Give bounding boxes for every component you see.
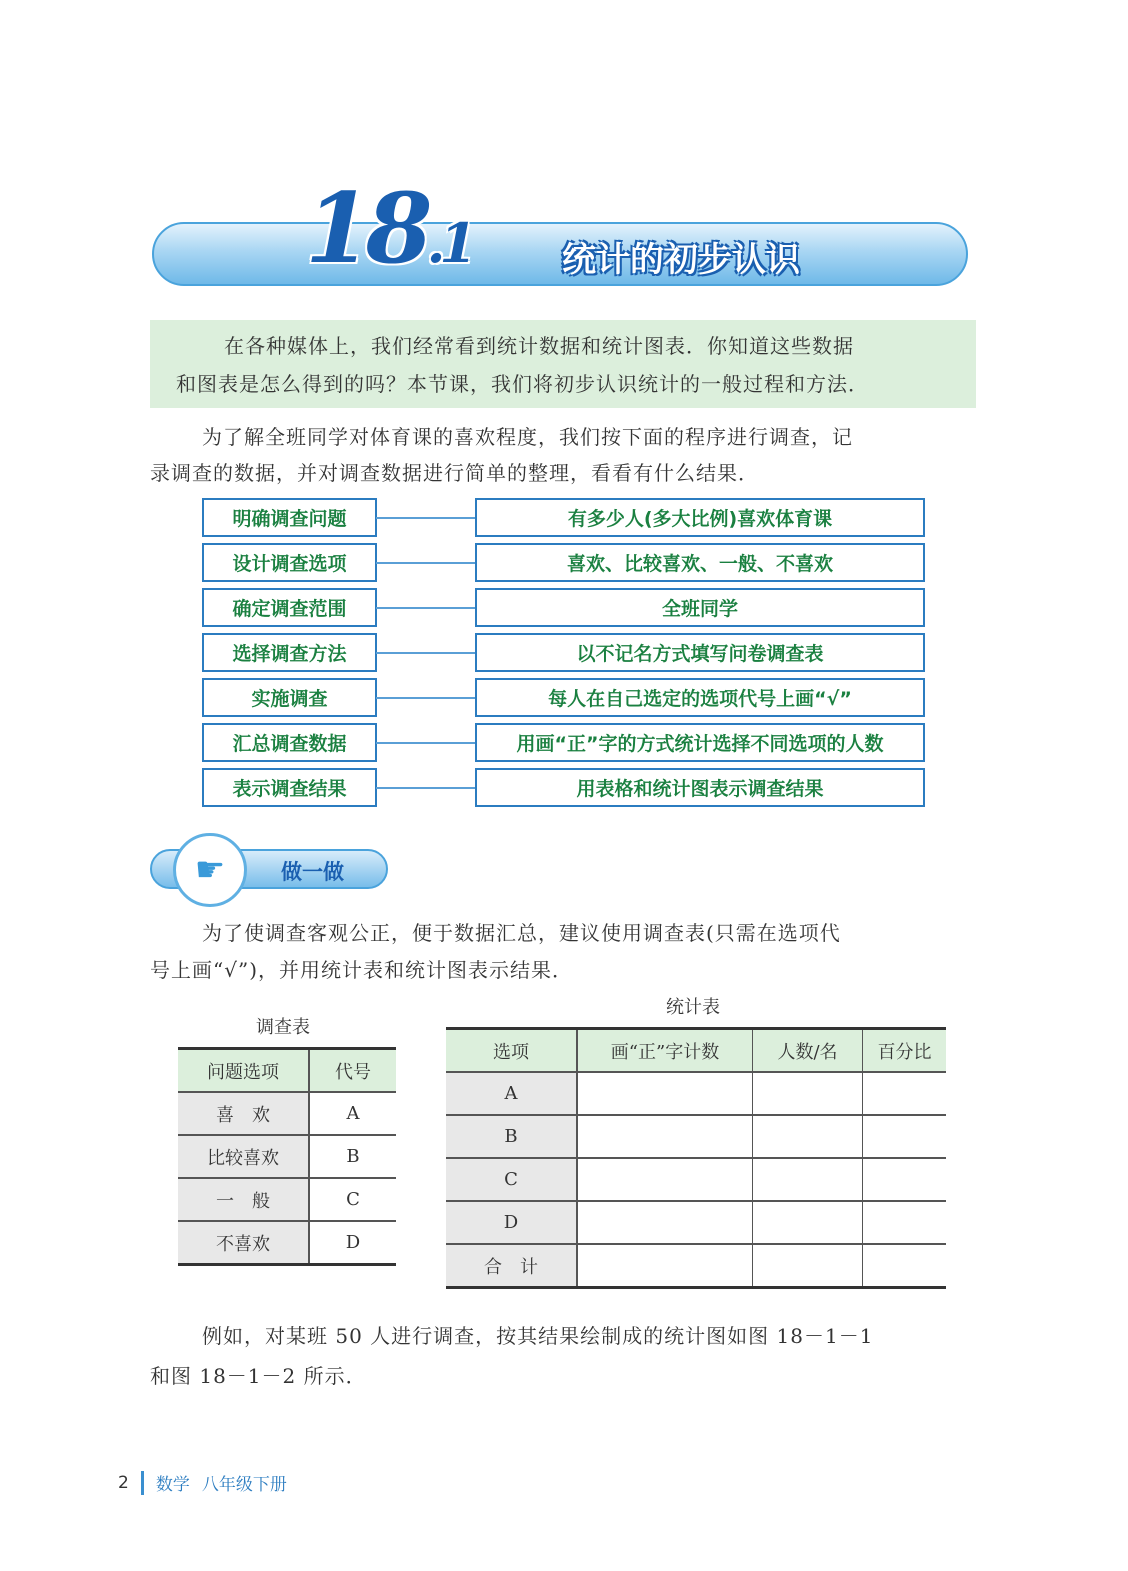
section-banner — [152, 222, 968, 286]
flow-detail-box — [475, 633, 925, 672]
stat-table-caption: 统计表 — [666, 997, 720, 1018]
page-number: 2 — [118, 1472, 129, 1493]
flow-step-box — [202, 678, 377, 717]
option-cell: B — [446, 1115, 577, 1158]
header-cell: 人数/名 — [753, 1029, 863, 1073]
option-cell: 合 计 — [446, 1244, 577, 1288]
flow-connector — [376, 652, 475, 654]
percent-cell[interactable] — [863, 1115, 947, 1158]
table-row — [178, 1178, 396, 1221]
flow-detail-label: 以不记名方式填写问卷调查表 — [576, 643, 824, 665]
footer-divider — [141, 1471, 144, 1495]
flow-detail-box — [475, 588, 925, 627]
footer-subject: 数学 — [155, 1475, 190, 1495]
flow-detail-label: 每人在自己选定的选项代号上画“√” — [548, 688, 852, 710]
flow-connector — [376, 517, 475, 519]
table-header-row — [178, 1049, 396, 1093]
flow-step-box — [202, 633, 377, 672]
table-row — [178, 1221, 396, 1265]
option-cell: D — [446, 1201, 577, 1244]
flow-connector — [376, 607, 475, 609]
count-cell[interactable] — [753, 1072, 863, 1115]
activity-label: 做一做 — [281, 860, 344, 884]
flow-detail-label: 全班同学 — [661, 598, 738, 620]
flow-step-box — [202, 768, 377, 807]
statistics-table — [446, 1027, 946, 1289]
flow-step-label: 汇总调查数据 — [232, 733, 347, 755]
flow-detail-label: 喜欢、比较喜欢、一般、不喜欢 — [566, 553, 833, 575]
header-cell: 百分比 — [877, 1041, 932, 1063]
hand-icon: ☛ — [173, 833, 247, 907]
flow-step-box — [202, 543, 377, 582]
flow-step-label: 实施调查 — [251, 688, 328, 710]
count-cell[interactable] — [753, 1158, 863, 1201]
option-cell: A — [446, 1072, 577, 1115]
percent-cell[interactable] — [863, 1158, 947, 1201]
code-cell: D — [345, 1232, 361, 1253]
flow-connector — [376, 742, 475, 744]
tally-cell[interactable] — [577, 1115, 753, 1158]
flow-detail-box — [475, 678, 925, 717]
tally-cell[interactable] — [577, 1244, 753, 1288]
header-cell: 代号 — [335, 1061, 371, 1083]
option-cell: 喜 欢 — [178, 1092, 309, 1135]
percent-cell[interactable] — [863, 1201, 947, 1244]
flow-step-label: 设计调查选项 — [232, 553, 347, 575]
flow-connector — [376, 697, 475, 699]
survey-table-caption: 调查表 — [256, 1017, 310, 1038]
paragraph-line: 为了解全班同学对体育课的喜欢程度，我们按下面的程序进行调查，记 — [202, 425, 853, 449]
table-row — [446, 1072, 946, 1115]
tally-cell[interactable] — [577, 1201, 753, 1244]
header-cell: 画“正”字计数 — [577, 1029, 753, 1073]
option-cell: C — [446, 1158, 577, 1201]
flow-step-box — [202, 588, 377, 627]
flow-step-label: 表示调查结果 — [232, 778, 347, 800]
flow-step-box — [202, 723, 377, 762]
paragraph-line: 录调查的数据，并对调查数据进行简单的整理，看看有什么结果． — [150, 461, 759, 485]
code-cell: B — [346, 1146, 360, 1167]
paragraph-line: 和图 18－1－2 所示． — [150, 1364, 367, 1388]
option-cell: 不喜欢 — [178, 1221, 309, 1265]
table-row — [446, 1115, 946, 1158]
flow-detail-label: 用画“正”字的方式统计选择不同选项的人数 — [516, 733, 884, 755]
flow-detail-box — [475, 768, 925, 807]
header-cell: 问题选项 — [178, 1049, 309, 1093]
section-major: 18 — [305, 172, 427, 285]
flow-connector — [376, 787, 475, 789]
page-footer — [118, 1470, 287, 1495]
count-cell[interactable] — [753, 1244, 863, 1288]
table-row — [446, 1201, 946, 1244]
intro-line: 在各种媒体上，我们经常看到统计数据和统计图表．你知道这些数据 — [224, 334, 854, 358]
flow-connector — [376, 562, 475, 564]
table-row — [446, 1244, 946, 1288]
header-cell: 选项 — [446, 1029, 577, 1073]
survey-table — [178, 1047, 396, 1266]
section-number — [305, 172, 471, 285]
option-cell: 比较喜欢 — [178, 1135, 309, 1178]
code-cell: A — [346, 1103, 360, 1124]
code-cell: C — [346, 1189, 360, 1210]
table-row — [178, 1092, 396, 1135]
paragraph-line: 例如，对某班 50 人进行调查，按其结果绘制成的统计图如图 18－1－1 — [202, 1324, 874, 1348]
flow-detail-box — [475, 543, 925, 582]
tally-cell[interactable] — [577, 1072, 753, 1115]
count-cell[interactable] — [753, 1201, 863, 1244]
intro-box — [150, 320, 976, 408]
intro-line: 和图表是怎么得到的吗？本节课，我们将初步认识统计的一般过程和方法． — [176, 372, 869, 396]
tally-cell[interactable] — [577, 1158, 753, 1201]
flow-step-label: 选择调查方法 — [232, 643, 347, 665]
section-minor: .1 — [426, 211, 471, 275]
count-cell[interactable] — [753, 1115, 863, 1158]
percent-cell[interactable] — [863, 1072, 947, 1115]
paragraph-line: 为了使调查客观公正，便于数据汇总，建议使用调查表(只需在选项代 — [202, 921, 841, 945]
flow-detail-label: 有多少人(多大比例)喜欢体育课 — [567, 508, 833, 530]
option-cell: 一 般 — [178, 1178, 309, 1221]
flow-detail-box — [475, 723, 925, 762]
footer-grade: 八年级下册 — [201, 1475, 287, 1495]
flow-step-label: 明确调查问题 — [232, 508, 347, 530]
table-header-row — [446, 1029, 946, 1073]
percent-cell[interactable] — [863, 1244, 947, 1288]
table-row — [446, 1158, 946, 1201]
flow-detail-box — [475, 498, 925, 537]
flow-step-box — [202, 498, 377, 537]
paragraph-line: 号上画“√”)，并用统计表和统计图表示结果． — [150, 958, 573, 982]
flow-detail-label: 用表格和统计图表示调查结果 — [576, 778, 824, 800]
section-title: 统计的初步认识 — [562, 240, 800, 280]
flow-step-label: 确定调查范围 — [232, 598, 347, 620]
table-row — [178, 1135, 396, 1178]
